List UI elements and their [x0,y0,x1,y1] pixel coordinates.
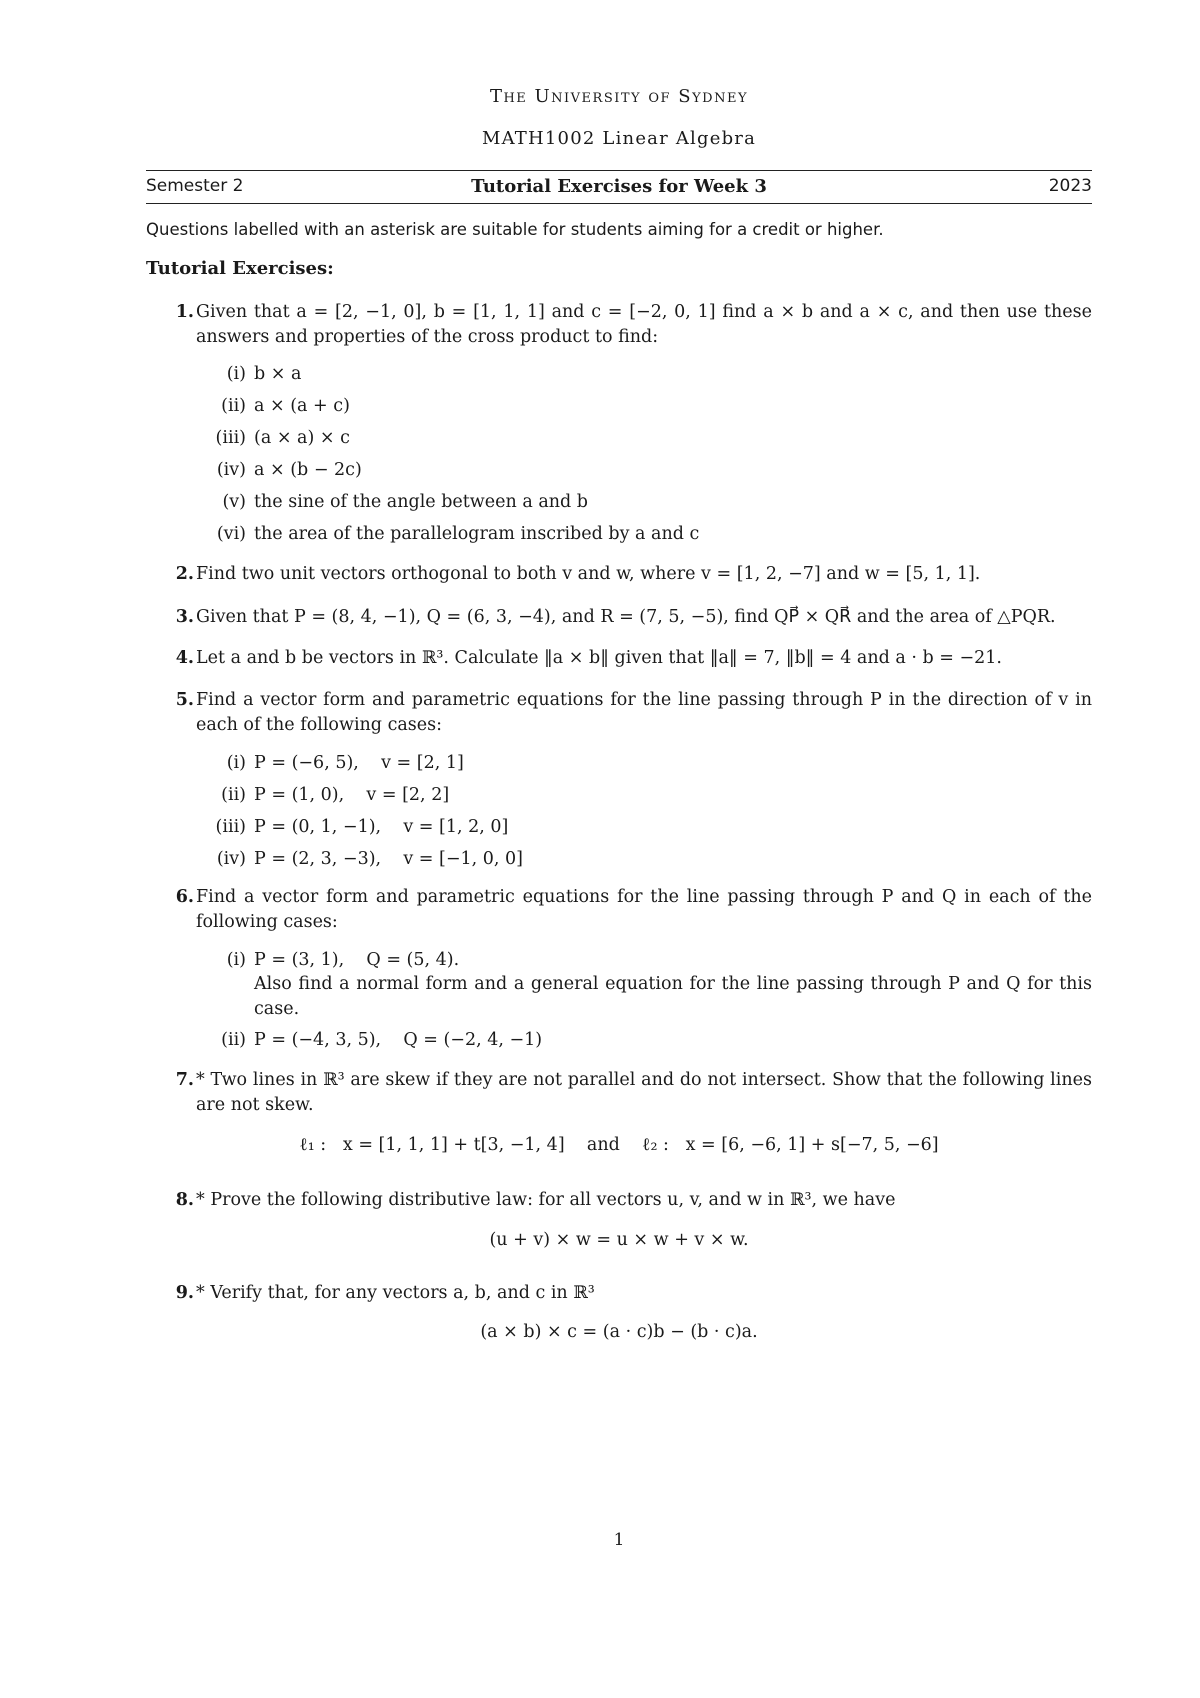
part-label: (ii) [221,1030,246,1050]
top-rule [146,170,1092,171]
part-text: a × (a + c) [254,396,350,416]
question-number: 9. [175,1283,194,1303]
question-text: Given that a = [2, −1, 0], b = [1, 1, 1] and c = [−2, 0, 1] find a × b and a × c, and then use these answers and properties of the cross product to find: [196,302,1092,347]
part-text: the area of the parallelogram inscribed by a and c [254,524,700,544]
question-number: 5. [175,690,194,710]
part-label: (iv) [216,849,246,869]
question-text: * Verify that, for any vectors a, b, and c in ℝ³ [196,1283,595,1303]
part-text: P = (0, 1, −1), v = [1, 2, 0] [254,817,509,837]
question-number: 8. [175,1190,194,1210]
question-8-display-equation: (u + v) × w = u × w + v × w. [489,1230,749,1250]
question-text: * Two lines in ℝ³ are skew if they are not parallel and do not intersect. Show that the following lines are not skew. [196,1070,1092,1115]
part-label: (vi) [216,524,246,544]
part-extra-text: Also find a normal form and a general equation for the line passing through P and Q for this case. [254,974,1092,1019]
question-text: Let a and b be vectors in ℝ³. Calculate ‖a × b‖ given that ‖a‖ = 7, ‖b‖ = 4 and a · b = −21. [196,648,1002,668]
part-label: (i) [226,753,246,773]
question-text: Find a vector form and parametric equations for the line passing through P in the direction of v in each of the following cases: [196,690,1092,735]
part-label: (v) [222,492,246,512]
part-label: (iii) [215,817,246,837]
bottom-rule [146,203,1092,204]
part-label: (i) [226,950,246,970]
question-9-display-equation: (a × b) × c = (a · c)b − (b · c)a. [480,1322,758,1342]
section-title: Tutorial Exercises: [146,258,334,279]
question-text: Find two unit vectors orthogonal to both v and w, where v = [1, 2, −7] and w = [5, 1, 1]. [196,564,981,584]
part-text: P = (−4, 3, 5), Q = (−2, 4, −1) [254,1030,543,1050]
part-label: (iv) [216,460,246,480]
tutorial-title: Tutorial Exercises for Week 3 [471,176,767,197]
part-text: the sine of the angle between a and b [254,492,588,512]
question-number: 7. [175,1070,194,1090]
question-number: 2. [175,564,194,584]
question-text: Find a vector form and parametric equations for the line passing through P and Q in each of the following cases: [196,887,1092,932]
part-text: (a × a) × c [254,428,350,448]
question-text: * Prove the following distributive law: for all vectors u, v, and w in ℝ³, we have [196,1190,896,1210]
part-text: P = (2, 3, −3), v = [−1, 0, 0] [254,849,523,869]
page-number: 1 [613,1530,625,1550]
header-bar [146,176,1092,200]
question-number: 3. [175,607,194,627]
semester-label: Semester 2 [146,176,244,196]
course-title: MATH1002 Linear Algebra [481,128,757,149]
part-text: a × (b − 2c) [254,460,362,480]
part-label: (iii) [215,428,246,448]
intro-text: Questions labelled with an asterisk are suitable for students aiming for a credit or higher. [146,220,884,239]
question-7-display-equation: ℓ₁ : x = [1, 1, 1] + t[3, −1, 4] and ℓ₂ : x = [6, −6, 1] + s[−7, 5, −6] [299,1135,939,1155]
part-text: b × a [254,364,302,384]
university-title: The University of Sydney [489,86,749,107]
year-label: 2023 [1048,176,1092,196]
question-number: 1. [175,302,194,322]
question-text: Given that P = (8, 4, −1), Q = (6, 3, −4), and R = (7, 5, −5), find QP⃗ × QR⃗ and the area of △PQR. [196,607,1056,627]
part-label: (ii) [221,785,246,805]
part-text: P = (−6, 5), v = [2, 1] [254,753,464,773]
part-label: (ii) [221,396,246,416]
question-number: 6. [175,887,194,907]
part-label: (i) [226,364,246,384]
question-number: 4. [175,648,194,668]
part-text: P = (1, 0), v = [2, 2] [254,785,450,805]
part-text: P = (3, 1), Q = (5, 4). [254,950,460,970]
